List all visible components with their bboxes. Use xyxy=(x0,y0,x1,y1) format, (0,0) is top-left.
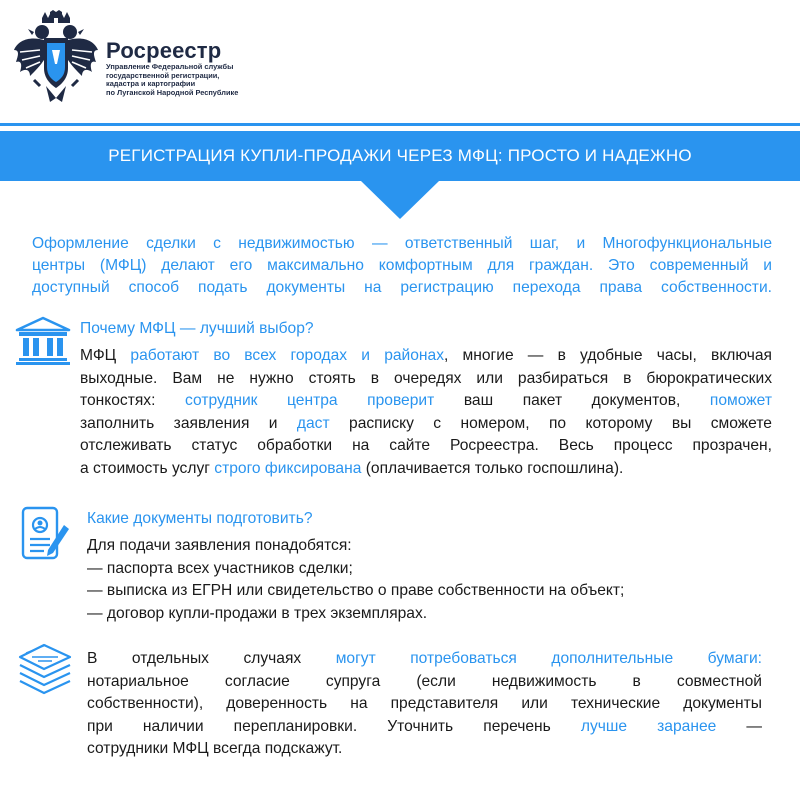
documents-list-item: — договор купли-продажи в трех экземплярах. xyxy=(87,604,428,622)
section-body-documents xyxy=(87,535,772,625)
section-title-documents: Какие документы подготовить? xyxy=(87,510,313,527)
logo-name: Росреестр xyxy=(106,38,222,63)
body-line: выходные. Вам не нужно стоять в очередях или разбираться в бюрократических xyxy=(80,369,772,387)
logo-subtitle xyxy=(106,63,286,97)
body-line: сотрудники МФЦ всегда подскажут. xyxy=(87,740,343,757)
documents-list-item: — паспорта всех участников сделки; xyxy=(87,559,353,577)
body-line: отслеживать статус обработки на сайте Росреестра. Весь процесс прозрачен, xyxy=(80,437,772,454)
header-divider xyxy=(0,123,800,126)
logo-subtitle-line: Управление Федеральной службы xyxy=(106,62,234,71)
banner-title: РЕГИСТРАЦИЯ КУПЛИ-ПРОДАЖИ ЧЕРЕЗ МФЦ: ПРОСТО И НАДЕЖНО xyxy=(0,131,800,181)
documents-lead: Для подачи заявления понадобятся: xyxy=(87,537,352,554)
body-line: нотариальное согласие супруга (если недвижимость в совместной xyxy=(87,672,762,690)
body-line: собственности), доверенность на представителя или технические документы xyxy=(87,695,762,712)
document-profile-pen-icon xyxy=(20,505,72,565)
logo-subtitle-line: государственной регистрации, xyxy=(106,70,220,80)
section-body-extra-papers xyxy=(87,648,762,761)
body-line: заполнить заявления и даст расписку с номером, по которому вы сможете xyxy=(80,414,772,432)
body-line: тонкостях: сотрудник центра проверит ваш пакет документов, поможет xyxy=(80,392,772,409)
documents-list-item: — выписка из ЕГРН или свидетельство о праве собственности на объект; xyxy=(87,582,625,599)
section-title-why-mfc: Почему МФЦ — лучший выбор? xyxy=(80,320,314,337)
rosreestr-eagle-emblem xyxy=(12,10,100,106)
section-body-why-mfc xyxy=(80,345,772,480)
logo-subtitle-line: по Луганской Народной Республике xyxy=(106,87,239,97)
building-columns-icon xyxy=(14,316,72,366)
logo-subtitle-line: кадастра и картографии xyxy=(106,79,196,89)
body-line: МФЦ работают во всех городах и районах, многие — в удобные часы, включая xyxy=(80,347,773,364)
intro-line: доступный способ подать документы на регистрацию перехода права собственности. xyxy=(32,279,772,296)
intro-line: Оформление сделки с недвижимостью — ответственный шаг, и Многофункциональные xyxy=(32,235,772,252)
body-line: при наличии перепланировки. Уточнить перечень лучше заранее — xyxy=(87,717,762,735)
banner-arrow-down xyxy=(361,181,439,219)
intro-paragraph xyxy=(32,233,772,299)
intro-line: центры (МФЦ) делают его максимально комфортным для граждан. Это современный и xyxy=(32,257,772,274)
body-line: а стоимость услуг строго фиксирована (оплачивается только госпошлина). xyxy=(80,459,624,477)
body-line: В отдельных случаях могут потребоваться дополнительные бумаги: xyxy=(87,650,762,667)
paper-stack-icon xyxy=(18,643,72,697)
